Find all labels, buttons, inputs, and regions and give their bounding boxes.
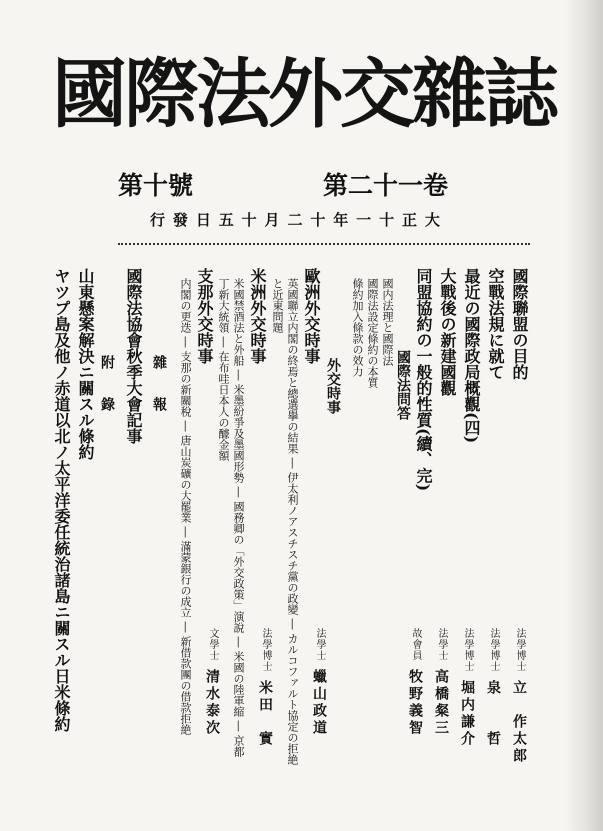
author-title: 故會員 [410,628,421,661]
date-char: 十 [379,210,395,229]
qa-item: 國際法設定條約の本質 [366,278,379,388]
author-name: 米田 實 [257,680,273,748]
america-topics: 丁新大統領 ― 在布哇日本人の醵金額 [217,278,230,461]
volume-label: 第十號 [118,171,194,200]
article-title: 大戰後の新建國觀 [438,268,457,396]
author-title: 法學博士 [260,628,271,672]
date-char: 五 [218,210,234,229]
article-title: 最近の國際政局概觀(四) [462,268,481,444]
misc-item: 國際法協會秋季大會記事 [124,268,143,444]
date-char: 十 [310,210,326,229]
date-char: 月 [264,210,280,229]
article-title: 國際聯盟の目的 [510,268,529,380]
section-heading-qa: 國際法問答 [395,350,411,420]
section-heading-appendix: 附 錄 [99,355,115,411]
article-author [258,628,272,808]
author-title: 法學士 [436,628,447,661]
date-char: 日 [195,210,211,229]
author-title: 文學士 [207,628,218,661]
article-author [512,628,526,808]
qa-item: 條約加入條款の效力 [351,278,364,377]
article-author [486,628,500,808]
appendix-item: ヤツプ島及他ノ赤道以北ノ太平洋委任統治諸島ニ關スル日米條約 [52,268,71,732]
china-topics: 内閣の更迭 ― 支那の新關稅 ― 唐山炭礦の大罷業 ― 滿蒙銀行の成立 ― 新借款團の借款拒絶 [179,278,192,735]
subsection-heading-america: 米洲外交時事 [248,268,267,364]
author-name: 清水泰次 [204,669,220,737]
date-char: 大 [424,210,440,229]
magazine-title: 國際法外交雜誌 [52,50,557,138]
author-name: 立 作太郎 [511,680,527,765]
author-title: 法學博士 [488,628,499,672]
article-author [205,628,219,808]
qa-item: 國内法理と國際法 [381,278,394,366]
date-char: 一 [356,210,372,229]
section-heading-diplomacy: 外交時事 [325,358,341,414]
author-name: 牧野義智 [407,669,423,737]
article-author [460,628,474,808]
article-author [434,628,448,808]
author-title: 法學博士 [462,628,473,672]
appendix-item: 山東懸案解決ニ關スル條約 [76,268,95,460]
europe-topics: と近東問題 [271,278,284,333]
subsection-heading-europe: 歐洲外交時事 [302,268,321,364]
volume-label: 第二十一卷 [322,171,448,200]
author-name: 泉 哲 [485,680,501,748]
article-title: 空戰法規に就て [486,268,505,380]
america-topics: 米國禁酒法と外船 ― 米墨紛爭及墨國形勢 ― 國務卿の「外交政策」演說 ― 米國の陸軍縮 ― 京都 [232,278,245,757]
author-title: 法學博士 [514,628,525,672]
date-char: 年 [333,210,349,229]
author-name: 高橋粲三 [433,669,449,737]
author-name: 蠟山政道 [311,669,327,737]
author-title: 法學士 [314,628,325,661]
date-char: 正 [401,210,417,229]
date-char: 二 [287,210,303,229]
article-author [312,628,326,808]
date-char: 發 [172,210,188,229]
article-title: 同盟協約の一般的性質(續、完) [414,268,433,492]
date-char: 行 [150,210,166,229]
europe-topics: 英國聯立内閣の終焉と總選擧の結果 ― 伊太利ノアスチスチ黨の政變 ― カルコファルト協定の拒絶 [286,278,299,765]
article-author [408,628,422,808]
subsection-heading-china: 支那外交時事 [195,268,214,364]
section-heading-misc: 雜 報 [151,355,167,411]
date-char: 十 [241,210,257,229]
author-name: 堀内謙介 [459,680,475,748]
